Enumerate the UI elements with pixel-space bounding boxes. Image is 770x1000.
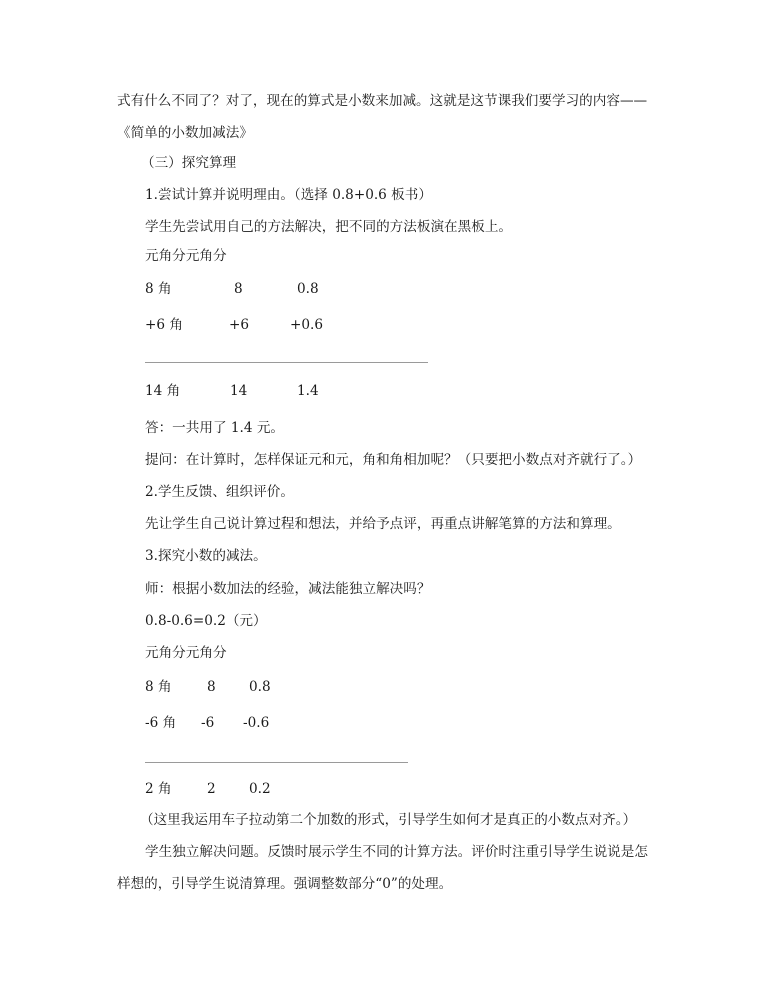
subtraction-row-1-decimal: 0.8 bbox=[249, 679, 271, 695]
subtraction-row-2-integer: -6 bbox=[201, 715, 215, 731]
subtraction-equation: 0.8-0.6=0.2（元） bbox=[145, 613, 267, 629]
subtraction-row-2-jiao: -6 角 bbox=[145, 715, 177, 731]
addition-row-2-jiao: +6 角 bbox=[145, 317, 183, 333]
subtraction-result-integer: 2 bbox=[207, 781, 216, 797]
addition-row-1-decimal: 0.8 bbox=[297, 281, 319, 297]
step2-title: 2.学生反馈、组织评价。 bbox=[145, 484, 294, 500]
step1-description: 学生先尝试用自己的方法解决，把不同的方法板演在黑板上。 bbox=[145, 219, 513, 235]
addition-sum-line bbox=[145, 362, 428, 363]
question-text: 提问：在计算时，怎样保证元和元，角和角相加呢？（只要把小数点对齐就行了。） bbox=[145, 452, 642, 468]
addition-row-1-jiao: 8 角 bbox=[145, 281, 172, 297]
step1-title: 1.尝试计算并说明理由。（选择 0.8+0.6 板书） bbox=[145, 187, 432, 203]
closing-line-2: 样想的，引导学生说清算理。强调整数部分“0”的处理。 bbox=[117, 876, 453, 892]
intro-line-1: 式有什么不同了？对了，现在的算式是小数来加减。这就是这节课我们要学习的内容—— bbox=[117, 93, 648, 109]
addition-unit-header: 元角分元角分 bbox=[145, 248, 227, 264]
subtraction-result-jiao: 2 角 bbox=[145, 781, 172, 797]
subtraction-result-decimal: 0.2 bbox=[249, 781, 271, 797]
section-heading: （三）探究算理 bbox=[141, 155, 237, 171]
subtraction-row-1-jiao: 8 角 bbox=[145, 679, 172, 695]
addition-result-decimal: 1.4 bbox=[297, 383, 319, 399]
addition-row-1-integer: 8 bbox=[234, 281, 243, 297]
step2-description: 先让学生自己说计算过程和想法，并给予点评，再重点讲解笔算的方法和算理。 bbox=[145, 516, 621, 532]
addition-result-jiao: 14 角 bbox=[145, 383, 181, 399]
teaching-note: （这里我运用车子拉动第二个加数的形式，引导学生如何才是真正的小数点对齐。） bbox=[140, 812, 637, 828]
subtraction-unit-header: 元角分元角分 bbox=[145, 645, 227, 661]
addition-row-2-decimal: +0.6 bbox=[290, 317, 324, 333]
subtraction-row-2-decimal: -0.6 bbox=[243, 715, 270, 731]
teacher-question: 师：根据小数加法的经验，减法能独立解决吗？ bbox=[145, 581, 431, 597]
lesson-title: 《简单的小数加减法》 bbox=[117, 125, 253, 141]
step3-title: 3.探究小数的减法。 bbox=[145, 548, 267, 564]
addition-row-2-integer: +6 bbox=[229, 317, 250, 333]
subtraction-difference-line bbox=[145, 762, 408, 763]
addition-result-integer: 14 bbox=[230, 383, 248, 399]
closing-line-1: 学生独立解决问题。反馈时展示学生不同的计算方法。评价时注重引导学生说说是怎 bbox=[145, 844, 648, 860]
answer-text: 答：一共用了 1.4 元。 bbox=[145, 420, 285, 436]
subtraction-row-1-integer: 8 bbox=[207, 679, 216, 695]
